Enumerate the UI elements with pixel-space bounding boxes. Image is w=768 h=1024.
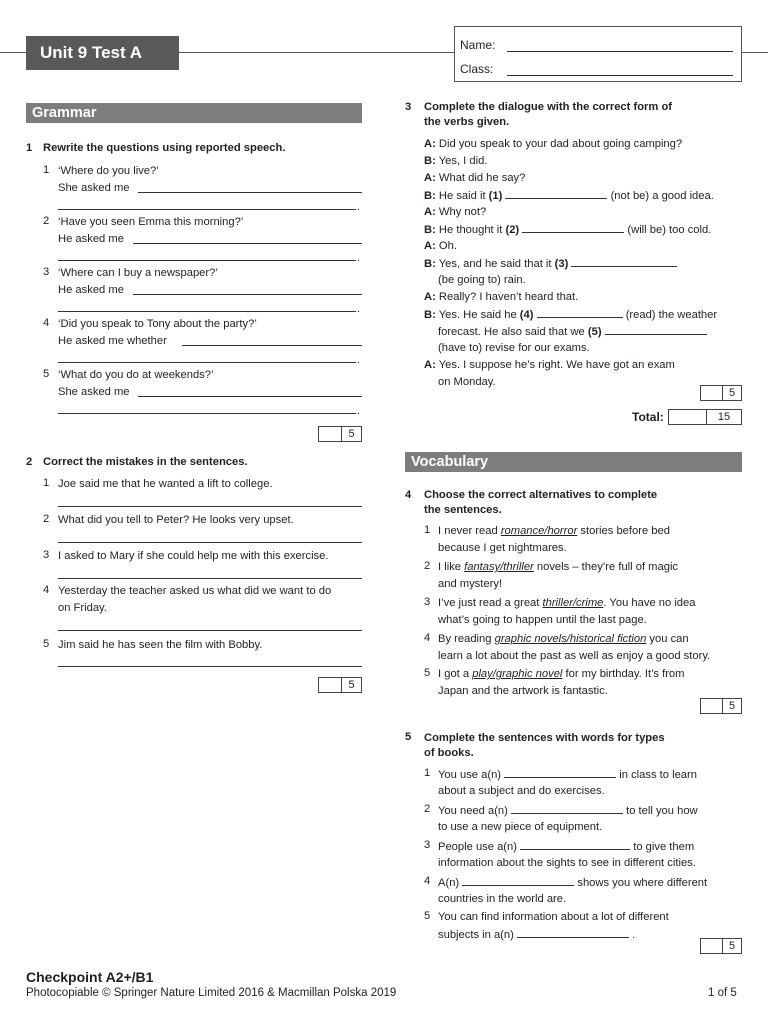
answer-line[interactable] [138,396,362,397]
sentence: I asked to Mary if she could help me with this exercise. [58,550,329,562]
answer-line[interactable] [58,260,356,261]
header-rule-right [742,52,768,53]
q3-number: 3 [405,101,412,113]
answer-stem: He asked me [58,284,124,296]
blank-5[interactable] [605,323,707,335]
dialogue-line-6: B: He thought it (2) (will be) too cold. [424,221,711,239]
q4-item-1: I never read romance/horror stories before bed [438,525,670,537]
item-number: 5 [43,368,50,380]
item-number: 5 [424,910,431,922]
q2-instruction: Correct the mistakes in the sentences. [43,456,248,468]
dialogue-line-10b: forecast. He also said that we (5) [438,323,707,341]
blank[interactable] [511,802,623,814]
q5-score-box [700,938,742,954]
item-number: 1 [43,477,50,489]
dialogue-line-3: A: What did he say? [424,172,526,184]
name-field[interactable] [507,51,733,52]
blank[interactable] [520,838,630,850]
score-max: 5 [348,428,355,440]
period: . [357,354,361,366]
dialogue-line-11: A: Yes. I suppose he’s right. We have got an exam [424,359,675,371]
q1-score-box [318,426,362,442]
unit-title: Unit 9 Test A [26,36,179,70]
total-label: Total: [632,410,664,424]
item-number: 2 [424,560,431,572]
q5-instruction-l2: of books. [424,747,474,759]
score-max: 5 [348,679,355,691]
period: . [357,303,361,315]
answer-line[interactable] [133,294,362,295]
blank-2[interactable] [522,221,624,233]
question-quote: ‘What do you do at weekends?’ [58,369,214,381]
score-blank[interactable] [701,939,723,953]
item-number: 1 [43,164,50,176]
answer-line[interactable] [138,192,362,193]
item-number: 3 [424,839,431,851]
question-quote: ‘Did you speak to Tony about the party?’ [58,318,257,330]
class-label: Class: [460,62,494,76]
q3-score-box [700,385,742,401]
score-max: 5 [728,387,736,399]
q4-item-2: I like fantasy/thriller novels – they’re full of magic [438,561,679,573]
sentence: Joe said me that he wanted a lift to college. [58,478,273,490]
q2-number: 2 [26,456,33,468]
item-number: 4 [424,875,431,887]
answer-line[interactable] [58,209,356,210]
dialogue-line-8b: (be going to) rain. [438,274,526,286]
answer-line[interactable] [58,362,356,363]
sentence: Jim said he has seen the film with Bobby. [58,639,263,651]
item-number: 5 [43,638,50,650]
grammar-section-title: Grammar [26,103,362,123]
answer-line[interactable] [133,243,362,244]
dialogue-line-9: A: Really? I haven’t heard that. [424,291,579,303]
dialogue-line-5: A: Why not? [424,206,487,218]
q4-item-2-cont: and mystery! [438,578,503,590]
dialogue-line-2: B: Yes, I did. [424,155,488,167]
item-number: 1 [424,524,431,536]
q1-number: 1 [26,142,33,154]
q5-item-1-cont: about a subject and do exercises. [438,785,605,797]
q5-item-1: You use a(n) in class to learn [438,766,697,784]
q4-item-5-cont: Japan and the artwork is fantastic. [438,685,608,697]
option-choice[interactable]: play/graphic novel [472,668,563,680]
period: . [357,252,361,264]
dialogue-line-8: B: Yes, and he said that it (3) [424,255,677,273]
dialogue-line-10c: (have to) revise for our exams. [438,342,590,354]
q4-item-4-cont: learn a lot about the past as well as enjoy a good story. [438,650,711,662]
dialogue-line-4: B: He said it (1) (not be) a good idea. [424,187,714,205]
q4-item-5: I got a play/graphic novel for my birthday. It’s from [438,668,685,680]
q5-instruction-l1: Complete the sentences with words for types [424,732,665,744]
q4-item-1-cont: because I get nightmares. [438,542,567,554]
q5-item-5: You can find information about a lot of different [438,911,669,923]
score-blank[interactable] [319,678,342,692]
total-score-box [668,409,742,425]
score-blank[interactable] [701,386,723,400]
q5-item-3: People use a(n) to give them [438,838,694,856]
blank-3[interactable] [571,255,677,267]
answer-stem: He asked me [58,233,124,245]
q1-instruction: Rewrite the questions using reported speech. [43,142,286,154]
score-blank[interactable] [701,699,723,713]
answer-line[interactable] [182,345,362,346]
answer-stem: He asked me whether [58,335,167,347]
item-number: 4 [424,632,431,644]
answer-line[interactable] [58,666,362,667]
answer-stem: She asked me [58,386,130,398]
sentence: What did you tell to Peter? He looks very upset. [58,514,294,526]
answer-line[interactable] [58,542,362,543]
answer-line[interactable] [58,506,362,507]
dialogue-line-11b: on Monday. [438,376,496,388]
footer-title: Checkpoint A2+/B1 [26,969,154,985]
answer-stem: She asked me [58,182,130,194]
option-choice[interactable]: romance/horror [500,525,578,537]
q3-instruction-l2: the verbs given. [424,116,510,128]
name-label: Name: [460,38,496,52]
answer-line[interactable] [58,630,362,631]
item-number: 3 [43,266,50,278]
q5-item-5-cont: subjects in a(n) . [438,926,635,944]
q4-item-3: I’ve just read a great thriller/crime. You have no idea [438,597,696,609]
item-number: 4 [43,317,50,329]
q3-instruction-l1: Complete the dialogue with the correct form of [424,101,673,113]
period: . [357,201,361,213]
q4-item-3-cont: what’s going to happen until the last page. [438,614,647,626]
total-max: 15 [717,411,731,423]
item-number: 1 [424,767,431,779]
q4-instruction-l1: Choose the correct alternatives to complete [424,489,658,501]
option-choice[interactable]: graphic novels/historical fiction [494,633,647,645]
q2-score-box [318,677,362,693]
sentence-continued: on Friday. [58,602,107,614]
page-number: 1 of 5 [708,987,737,999]
dialogue-line-10: B: Yes. He said he (4) (read) the weather [424,306,717,324]
q4-number: 4 [405,489,412,501]
blank[interactable] [517,926,629,938]
item-number: 2 [43,215,50,227]
blank-1[interactable] [505,187,607,199]
blank[interactable] [462,874,574,886]
score-max: 5 [728,700,736,712]
option-choice[interactable]: thriller/crime [542,597,604,609]
item-number: 3 [43,549,50,561]
q4-score-box [700,698,742,714]
item-number: 5 [424,667,431,679]
option-choice[interactable]: fantasy/thriller [464,561,534,573]
answer-line[interactable] [58,311,356,312]
q5-item-2-cont: to use a new piece of equipment. [438,821,603,833]
score-max: 5 [728,940,736,952]
footer-copyright: Photocopiable © Springer Nature Limited 2016 & Macmillan Polska 2019 [26,987,397,999]
item-number: 4 [43,584,50,596]
blank-4[interactable] [537,306,623,318]
answer-line[interactable] [58,413,356,414]
question-quote: ‘Where do you live?’ [58,165,159,177]
item-number: 2 [43,513,50,525]
item-number: 3 [424,596,431,608]
question-quote: ‘Have you seen Emma this morning?’ [58,216,244,228]
q5-number: 5 [405,731,412,743]
q5-item-4: A(n) shows you where different [438,874,707,892]
answer-line[interactable] [58,578,362,579]
q4-instruction-l2: the sentences. [424,504,502,516]
dialogue-line-7: A: Oh. [424,240,457,252]
name-class-box [454,26,742,82]
q5-item-4-cont: countries in the world are. [438,893,567,905]
dialogue-line-1: A: Did you speak to your dad about going camping? [424,138,683,150]
item-number: 2 [424,803,431,815]
class-field[interactable] [507,75,733,76]
q5-item-3-cont: information about the sights to see in different cities. [438,857,696,869]
period: . [357,405,361,417]
sentence: Yesterday the teacher asked us what did we want to do [58,585,332,597]
question-quote: ‘Where can I buy a newspaper?’ [58,267,218,279]
q4-item-4: By reading graphic novels/historical fiction you can [438,633,689,645]
blank[interactable] [504,766,616,778]
vocabulary-section-title: Vocabulary [405,452,742,472]
score-blank[interactable] [319,427,342,441]
total-blank[interactable] [669,410,707,424]
q5-item-2: You need a(n) to tell you how [438,802,698,820]
